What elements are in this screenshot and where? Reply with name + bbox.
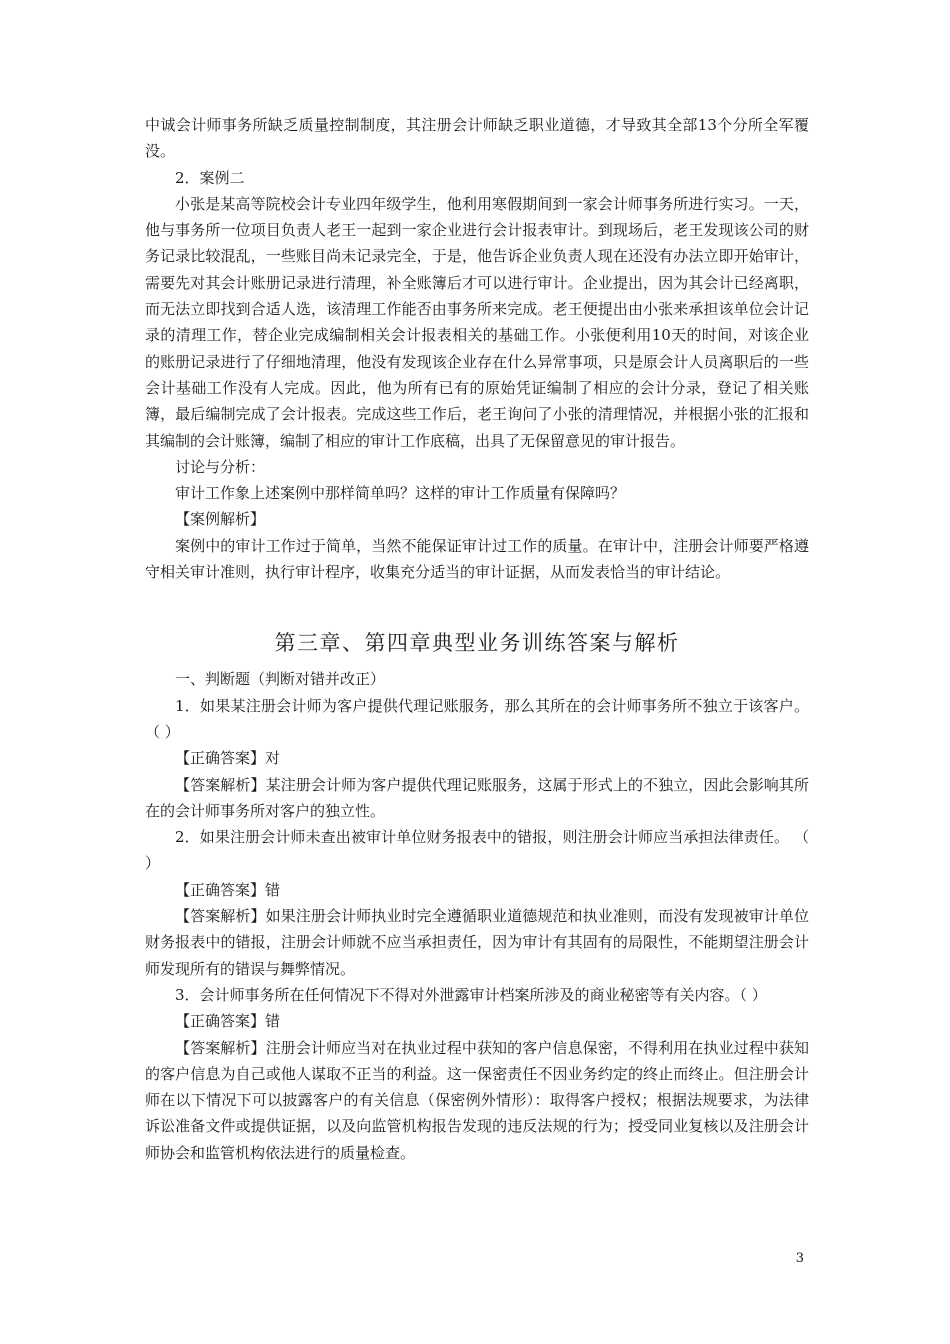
heading-case2: 2．案例二 [175, 168, 245, 187]
section-heading-true-false: 一、判断题（判断对错并改正） [175, 670, 386, 689]
answer-1: 【正确答案】对 [175, 749, 281, 768]
page-number: 3 [795, 1251, 804, 1266]
paragraph-case1-conclusion: 中诚会计师事务所缺乏质量控制制度，其注册会计师缺乏职业道德，才导致其全部13个分所全军覆没。 [145, 116, 809, 161]
discussion-question: 审计工作象上述案例中那样简单吗？这样的审计工作质量有保障吗？ [175, 484, 626, 503]
explanation-1: 【答案解析】某注册会计师为客户提供代理记账服务，这属于形式上的不独立，因此会影响其所在的会计师事务所对客户的独立性。 [145, 775, 809, 820]
answer-2: 【正确答案】错 [175, 880, 281, 899]
section-spacer [145, 585, 809, 628]
question-1: 1．如果某注册会计师为客户提供代理记账服务，那么其所在的会计师事务所不独立于该客户。 （ ） [145, 696, 809, 741]
case-analysis-label: 【案例解析】 [175, 510, 266, 529]
answer-3: 【正确答案】错 [175, 1012, 281, 1031]
question-3: 3．会计师事务所在任何情况下不得对外泄露审计档案所涉及的商业秘密等有关内容。（ ） [175, 985, 767, 1004]
page-content [145, 112, 809, 1166]
discussion-label: 讨论与分析： [175, 457, 266, 476]
question-2: 2．如果注册会计师未查出被审计单位财务报表中的错报，则注册会计师应当承担法律责任。 （ ） [145, 828, 809, 873]
explanation-2: 【答案解析】如果注册会计师执业时完全遵循职业道德规范和执业准则，而没有发现被审计单位财务报表中的错报，注册会计师就不应当承担责任，因为审计有其固有的局限性，不能期望注册会计师发现所有的错误与舞弊情况。 [145, 907, 809, 978]
paragraph-case2-body: 小张是某高等院校会计专业四年级学生，他利用寒假期间到一家会计师事务所进行实习。一天，他与事务所一位项目负责人老王一起到一家企业进行会计报表审计。到现场后，老王发现该公司的财务记录比较混乱，一些账目尚未记录完全，于是，他告诉企业负责人现在还没有办法立即开始审计，需要先对其会计账册记录进行清理，补全账簿后才可以进行审计。企业提出，因为其会计已经离职，而无法立即找到合适人选，该清理工作能否由事务所来完成。老王便提出由小张来承担该单位会计记录的清理工作，替企业完成编制相关会计报表相关的基础工作。小张便利用10天的时间，对该企业的账册记录进行了仔细地清理，他没有发现该企业存在什么异常事项，只是原会计人员离职后的一些会计基础工作没有人完成。因此，他为所有已有的原始凭证编制了相应的会计分录，登记了相关账簿，最后编制完成了会计报表。完成这些工作后，老王询问了小张的清理情况，并根据小张的汇报和其编制的会计账簿，编制了相应的审计工作底稿，出具了无保留意见的审计报告。 [145, 194, 809, 450]
section-spacer [145, 658, 809, 666]
explanation-3: 【答案解析】注册会计师应当对在执业过程中获知的客户信息保密，不得利用在执业过程中获知的客户信息为自己或他人谋取不正当的利益。这一保密责任不因业务约定的终止而终止。但注册会计师在以下情况下可以披露客户的有关信息（保密例外情形）：取得客户授权；根据法规要求，为法律诉讼准备文件或提供证据，以及向监管机构报告发现的违反法规的行为；授受同业复核以及注册会计师协会和监管机构依法进行的质量检查。 [145, 1038, 809, 1162]
case-analysis-body: 案例中的审计工作过于简单，当然不能保证审计过工作的质量。在审计中，注册会计师要严格遵守相关审计准则，执行审计程序，收集充分适当的审计证据，从而发表恰当的审计结论。 [145, 536, 809, 582]
chapter-title: 第三章、第四章典型业务训练答案与解析 [274, 631, 680, 656]
